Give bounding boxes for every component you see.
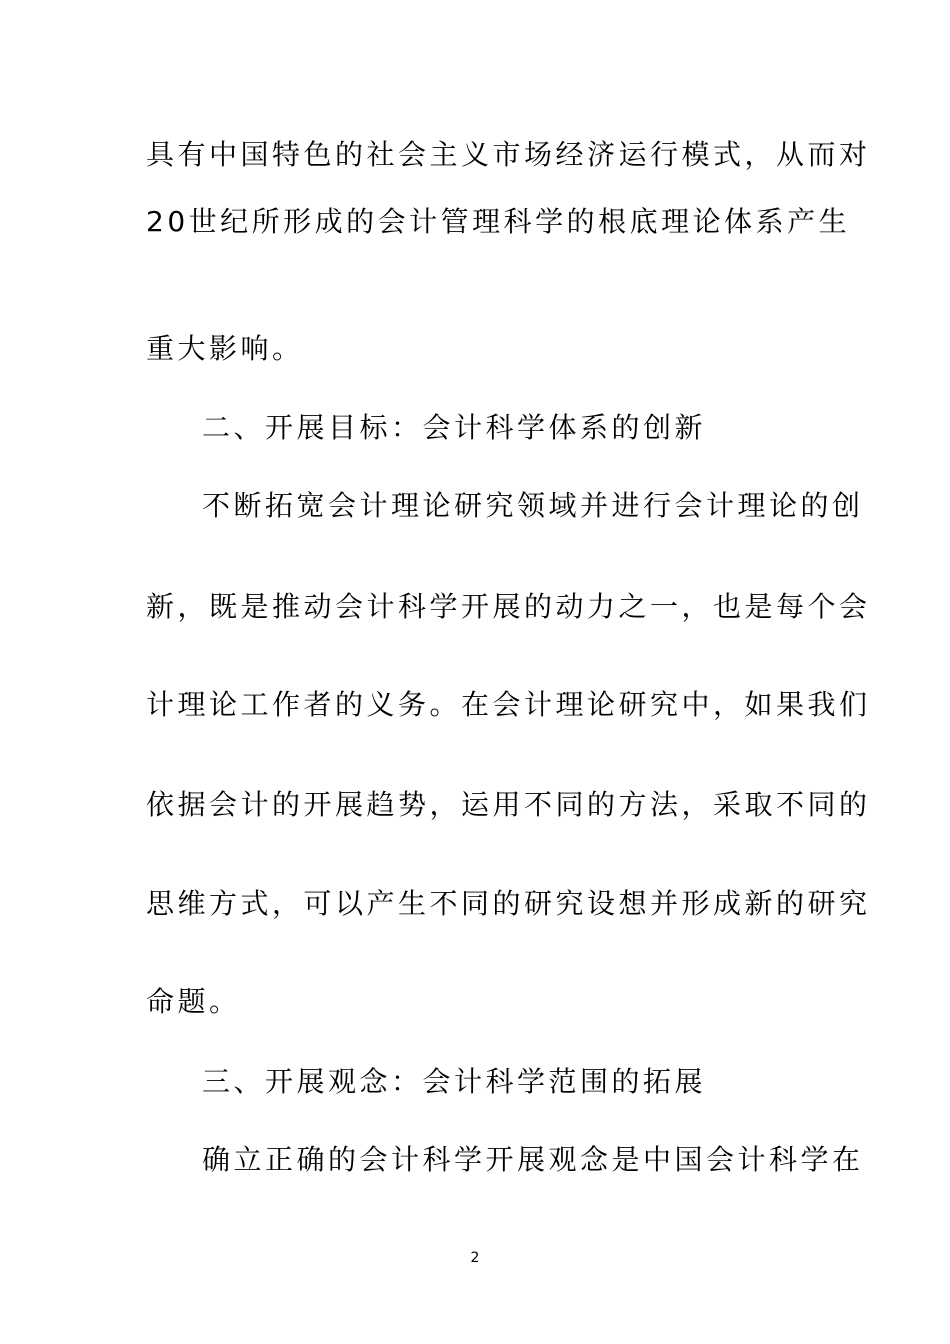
page-number: 2 xyxy=(470,1250,480,1266)
body-text-line: 确立正确的会计科学开展观念是中国会计科学在 xyxy=(202,1143,864,1176)
body-text-line: 依据会计的开展趋势，运用不同的方法，采取不同的 xyxy=(146,788,871,821)
section-heading: 三、开展观念：会计科学范围的拓展 xyxy=(202,1065,707,1098)
body-text-line: 重大影响。 xyxy=(146,332,304,365)
body-text-line: 20世纪所形成的会计管理科学的根底理论体系产生 xyxy=(146,205,851,238)
section-heading: 二、开展目标：会计科学体系的创新 xyxy=(202,411,707,444)
body-text-line: 不断拓宽会计理论研究领域并进行会计理论的创 xyxy=(202,489,864,522)
body-text-line: 命题。 xyxy=(146,985,241,1018)
body-text-line: 思维方式，可以产生不同的研究设想并形成新的研究 xyxy=(146,887,871,920)
body-text-line: 具有中国特色的社会主义市场经济运行模式，从而对 xyxy=(146,138,871,171)
body-text-line: 新，既是推动会计科学开展的动力之一，也是每个会 xyxy=(146,590,871,623)
body-text-line: 计理论工作者的义务。在会计理论研究中，如果我们 xyxy=(146,688,871,721)
